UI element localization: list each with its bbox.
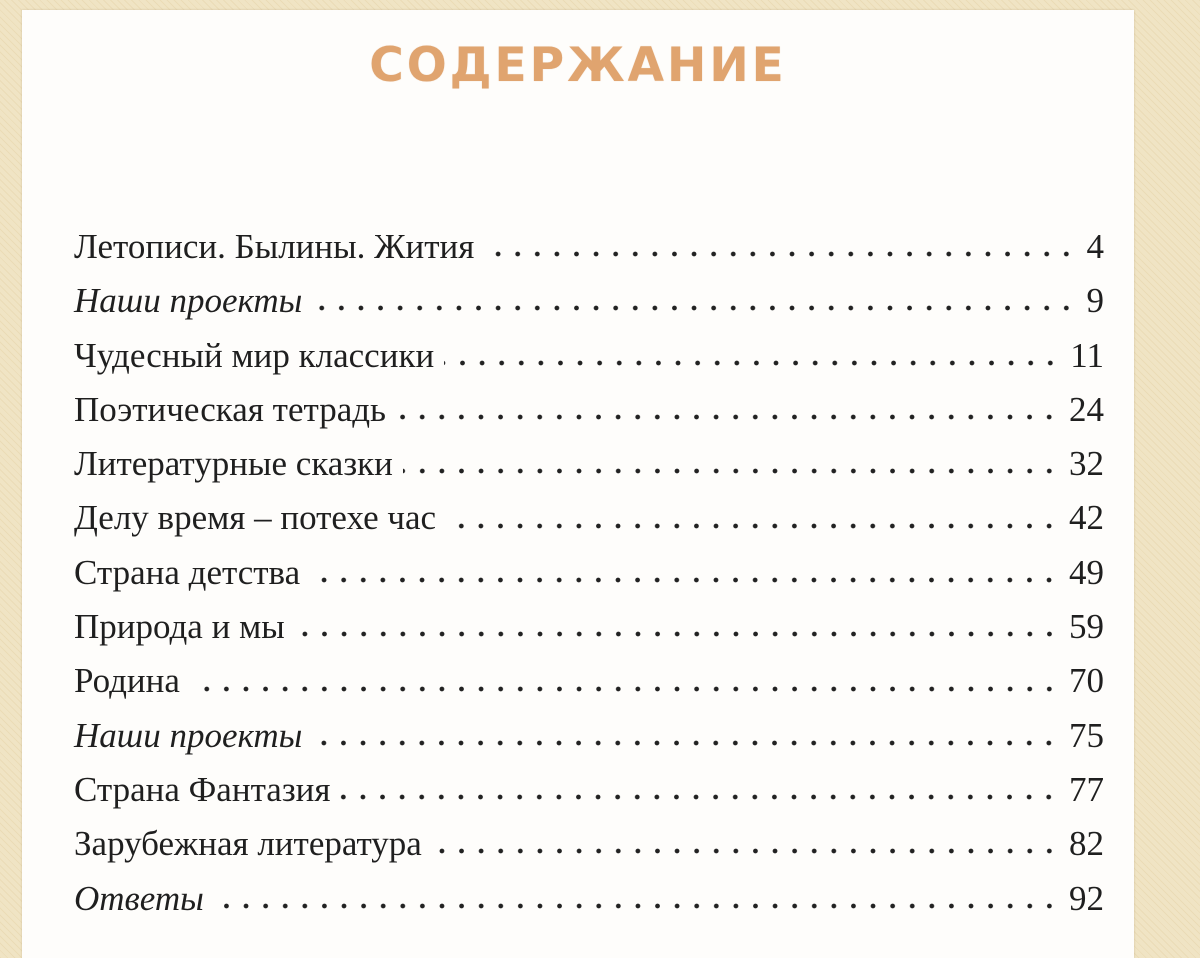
toc-entry-title: Наши проекты [74,281,303,321]
toc-page-number: 49 [1069,552,1104,592]
toc-entry[interactable] [74,709,1104,763]
dot-leader [432,847,1059,855]
page-title: СОДЕРЖАНИЕ [369,38,787,93]
dot-leader [310,576,1059,584]
table-of-contents [74,220,1104,926]
toc-entry-title: Летописи. Былины. Жития [74,227,475,266]
dot-leader [190,685,1059,693]
toc-page-number: 11 [1070,335,1104,375]
toc-page-number: 82 [1069,824,1104,864]
toc-entry[interactable] [74,329,1104,383]
dot-leader [295,630,1059,638]
toc-entry-title: Страна Фантазия [74,769,331,809]
dot-leader [396,413,1059,421]
toc-entry-title: Литературные сказки [74,444,393,484]
dot-leader [312,304,1076,312]
toc-entry[interactable] [74,274,1104,328]
dot-leader [214,902,1059,910]
toc-page-number: 92 [1069,878,1104,918]
toc-page-number: 32 [1069,444,1104,484]
toc-page-number: 70 [1069,661,1104,701]
dot-leader [312,739,1059,747]
toc-page-number: 59 [1069,607,1104,647]
toc-entry[interactable] [74,546,1104,600]
toc-page-number: 75 [1069,715,1104,755]
toc-page-number: 77 [1069,769,1104,809]
toc-entry-title: Родина [74,661,180,701]
toc-entry-title: Природа и мы [74,607,285,647]
dot-leader [340,793,1059,801]
toc-entry-title: Зарубежная литература [74,824,422,864]
dot-leader [484,250,1076,258]
toc-entry-title: Наши проекты [74,715,303,755]
toc-page-number: 24 [1069,389,1104,429]
toc-entry[interactable] [74,872,1104,926]
dot-leader [403,467,1059,475]
toc-entry[interactable] [74,383,1104,437]
dot-leader [446,522,1059,530]
toc-entry-title: Чудесный мир классики [74,335,435,375]
toc-page-number: 9 [1086,281,1104,321]
toc-entry[interactable] [74,817,1104,871]
toc-entry-title: Поэтическая тетрадь [74,389,387,429]
toc-entry-title: Делу время – потехе час [74,498,437,538]
toc-page-number: 42 [1069,498,1104,538]
toc-entry[interactable] [74,491,1104,545]
toc-entry[interactable] [74,654,1104,708]
toc-entry[interactable] [74,220,1104,274]
toc-entry-title: Страна детства [74,552,301,592]
toc-entry-title: Ответы [74,878,204,918]
book-page [22,10,1134,958]
toc-entry[interactable] [74,600,1104,654]
toc-entry[interactable] [74,437,1104,491]
dot-leader [444,359,1060,367]
toc-entry[interactable] [74,763,1104,817]
toc-page-number: 4 [1086,227,1104,266]
